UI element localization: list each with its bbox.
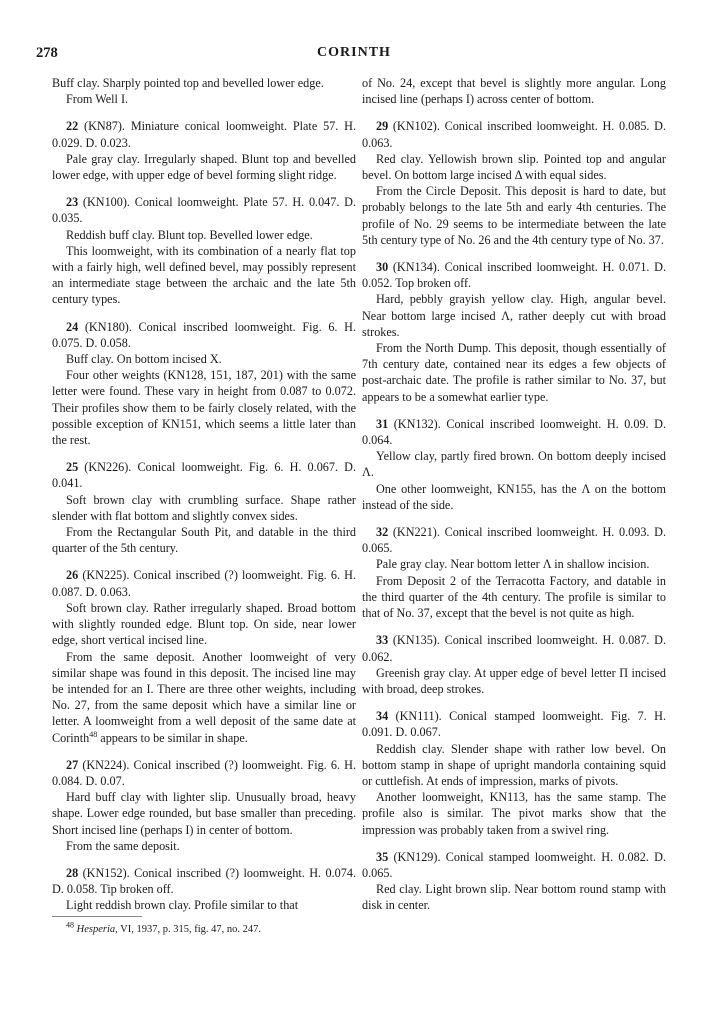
page-number: 278 [36, 45, 58, 61]
paragraph: From Well I. [66, 92, 129, 107]
entry-number: 28 [66, 865, 79, 880]
footnote-journal: Hesperia [76, 923, 116, 935]
catalogue-entry-heading [362, 849, 666, 881]
entry-number: 30 [376, 260, 389, 275]
entry-heading-text: (KN221). Conical inscribed loomweight. H. 0.093. D. 0.065. [362, 525, 666, 556]
entry-number: 23 [66, 195, 79, 210]
paragraph: Yellow clay, partly fired brown. On bottom deeply incised Λ. [362, 449, 666, 480]
paragraph: Hard buff clay with lighter slip. Unusually broad, heavy shape. Lower edge rounded, but base smaller than preceding. Short incised line (perhaps I) in center of bottom. [52, 790, 356, 837]
right-column [362, 75, 666, 914]
paragraph: Reddish buff clay. Blunt top. Bevelled lower edge. [66, 227, 313, 242]
paragraph: From the Circle Deposit. This deposit is hard to date, but probably belongs to the late 5th and early 4th centuries. The profile of No. 29 seems to be intermediate between the late 5th century type of No. 26 and the 4th century type of No. 37. [362, 184, 666, 247]
paragraph: One other loomweight, KN155, has the Λ on the bottom instead of the side. [362, 481, 666, 512]
catalogue-entry-heading [52, 757, 356, 789]
paragraph: Four other weights (KN128, 151, 187, 201) with the same letter were found. These vary in height from 0.087 to 0.072. Their profiles show them to be fairly closely related, with the possible exception of KN151, which seems a little later than the rest. [52, 368, 356, 448]
entry-heading-text: (KN132). Conical inscribed loomweight. H. 0.09. D. 0.064. [362, 416, 666, 448]
catalogue-entry-heading [362, 708, 666, 740]
footnote-rule [52, 916, 142, 917]
paragraph: From the Rectangular South Pit, and datable in the third quarter of the 5th century. [52, 525, 356, 556]
catalogue-entry-heading [362, 524, 666, 556]
entry-heading-text: (KN129). Conical stamped loomweight. H. 0.082. D. 0.065. [362, 849, 666, 880]
paragraph: Pale gray clay. Near bottom letter Λ in shallow incision. [376, 557, 650, 572]
left-column [52, 75, 356, 937]
footnote-text: , VI, 1937, p. 315, fig. 47, no. 247. [115, 923, 262, 935]
paragraph: Greenish gray clay. At upper edge of bevel letter Π incised with broad, deep strokes. [362, 665, 666, 696]
entry-number: 31 [376, 416, 389, 431]
entry-heading-text: (KN180). Conical inscribed loomweight. Fig. 6. H. 0.075. D. 0.058. [52, 319, 356, 350]
catalogue-entry-heading [362, 259, 666, 291]
paragraph: From Deposit 2 of the Terracotta Factory, and datable in the third quarter of the 4th century. The profile is similar to that of No. 37, except that the bevel is not quite as high. [362, 573, 666, 621]
paragraph: of No. 24, except that bevel is slightly more angular. Long incised line (perhaps I) across center of bottom. [362, 76, 666, 107]
catalogue-entry-heading [362, 118, 666, 150]
paragraph: Hard, pebbly grayish yellow clay. High, angular bevel. Near bottom large incised Λ, rather deeply cut with broad strokes. [362, 292, 666, 339]
entry-number: 29 [376, 119, 389, 134]
entry-heading-text: (KN152). Conical inscribed (?) loomweight. H. 0.074. D. 0.058. Tip broken off. [52, 865, 356, 897]
entry-number: 25 [66, 460, 79, 475]
entry-heading-text: (KN100). Conical loomweight. Plate 57. H. 0.047. D. 0.035. [52, 195, 356, 226]
paragraph: Reddish clay. Slender shape with rather low bevel. On bottom stamp in shape of upright mandorla containing squid or cuttlefish. At ends of impression, marks of pivots. [362, 741, 666, 788]
entry-heading-text: (KN135). Conical inscribed loomweight. H. 0.087. D. 0.062. [362, 633, 666, 664]
paragraph-with-footnote [52, 649, 356, 746]
entry-heading-text: (KN111). Conical stamped loomweight. Fig. 7. H. 0.091. D. 0.067. [362, 709, 666, 740]
entry-number: 26 [66, 568, 79, 583]
entry-heading-text: (KN224). Conical inscribed (?) loomweight. Fig. 6. H. 0.084. D. 0.07. [52, 757, 356, 788]
catalogue-entry-heading [362, 416, 666, 448]
paragraph-text-after: appears to be similar in shape. [97, 730, 248, 745]
paragraph: Red clay. Light brown slip. Near bottom round stamp with disk in center. [362, 882, 666, 913]
entry-number: 35 [376, 849, 389, 864]
paragraph: Buff clay. On bottom incised X. [66, 352, 222, 367]
paragraph-text: From the same deposit. Another loomweight of very similar shape was found in this deposit. The incised line may be intended for an I. There are three other weights, including No. 27, from the same deposit which have a similar line or letter. A loomweight from a well deposit of the same date at Corinth [52, 649, 356, 745]
catalogue-entry-heading [52, 459, 356, 491]
entry-number: 34 [376, 709, 389, 724]
page-header [36, 45, 672, 65]
entry-number: 24 [66, 319, 79, 334]
paragraph: Another loomweight, KN113, has the same stamp. The profile also is similar. The pivot marks show that the impression was probably taken from a swivel ring. [362, 790, 666, 837]
entry-heading-text: (KN134). Conical inscribed loomweight. H. 0.071. D. 0.052. Top broken off. [362, 260, 666, 291]
entry-number: 33 [376, 633, 389, 648]
paragraph: From the same deposit. [66, 838, 180, 853]
paragraph: Red clay. Yellowish brown slip. Pointed top and angular bevel. On bottom large incised Δ with equal sides. [362, 151, 666, 183]
catalogue-entry-heading [52, 865, 356, 897]
paragraph: Light reddish brown clay. Profile similar to that [66, 898, 299, 913]
entry-heading-text: (KN102). Conical inscribed loomweight. H. 0.085. D. 0.063. [362, 119, 666, 150]
entry-number: 27 [66, 757, 79, 772]
entry-number: 22 [66, 119, 79, 134]
catalogue-entry-heading [52, 118, 356, 150]
running-head: CORINTH [317, 45, 391, 60]
paragraph: From the North Dump. This deposit, though essentially of 7th century date, contained near its edges a few objects of post-archaic date. The profile is rather similar to No. 37, but appears to be a somewhat earlier type. [362, 341, 666, 404]
paragraph: Soft brown clay. Rather irregularly shaped. Broad bottom with slightly rounded edge. Blunt top. On side, near lower edge, short vertical incised line. [52, 600, 356, 648]
paragraph: Soft brown clay with crumbling surface. Shape rather slender with flat bottom and slightly convex sides. [52, 492, 356, 523]
footnote-ref: 48 [89, 729, 98, 739]
footnote-number: 48 [66, 920, 74, 930]
entry-heading-text: (KN226). Conical loomweight. Fig. 6. H. 0.067. D. 0.041. [52, 460, 356, 491]
catalogue-entry-heading [362, 632, 666, 664]
paragraph: Pale gray clay. Irregularly shaped. Blunt top and bevelled lower edge, with upper edge of bevel forming slight ridge. [52, 151, 356, 183]
footnote [52, 920, 356, 937]
catalogue-entry-heading [52, 319, 356, 351]
catalogue-entry-heading [52, 567, 356, 599]
paragraph: Buff clay. Sharply pointed top and bevelled lower edge. [52, 76, 324, 90]
entry-heading-text: (KN225). Conical inscribed (?) loomweight. Fig. 6. H. 0.087. D. 0.063. [52, 568, 356, 599]
entry-heading-text: (KN87). Miniature conical loomweight. Plate 57. H. 0.029. D. 0.023. [52, 119, 356, 150]
entry-number: 32 [376, 525, 389, 540]
paragraph: This loomweight, with its combination of a nearly flat top with a fairly high, well defined bevel, may possibly represent an intermediate stage between the archaic and the late 5th century types. [52, 243, 356, 307]
catalogue-entry-heading [52, 194, 356, 226]
